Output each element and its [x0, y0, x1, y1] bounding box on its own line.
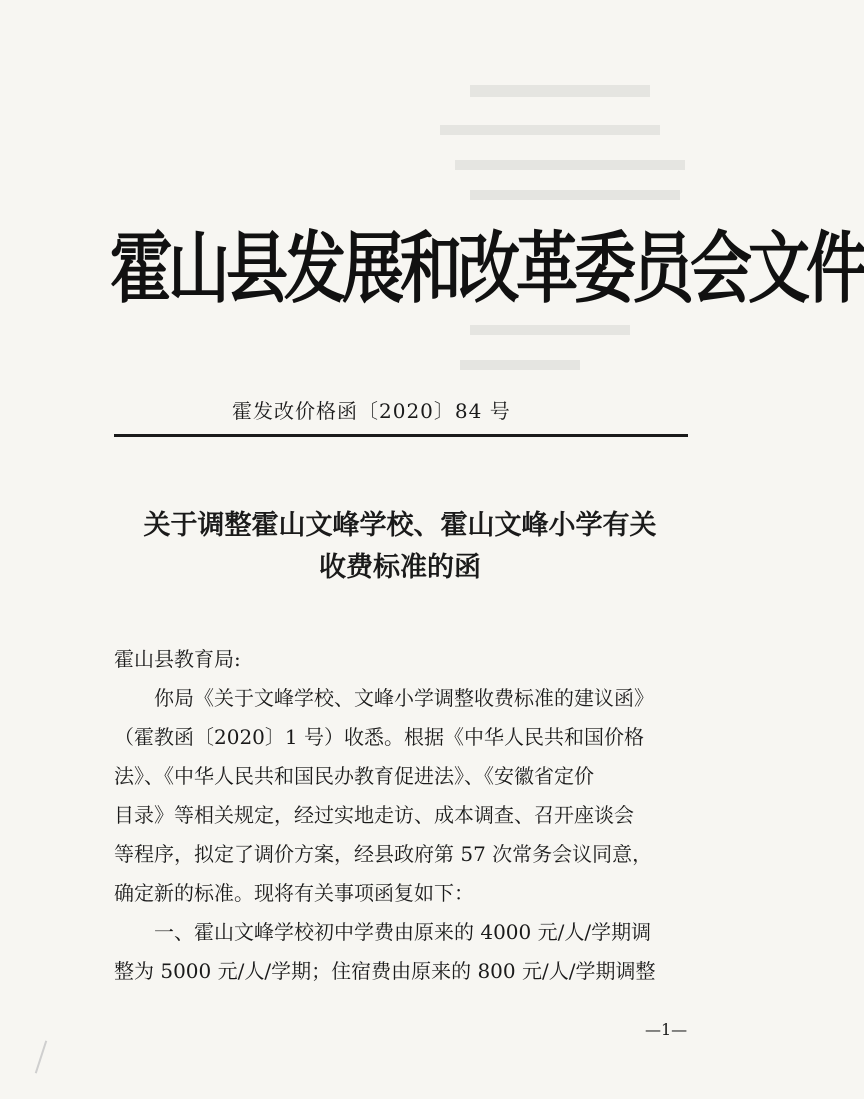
document-title — [110, 505, 690, 589]
body-line: 整为 5000 元/人/学期；住宿费由原来的 800 元/人/学期调整 — [114, 959, 656, 983]
title-line-2: 收费标准的函 — [319, 552, 481, 583]
body-line: 你局《关于文峰学校、文峰小学调整收费标准的建议函》 — [154, 686, 654, 710]
page-number: —1— — [645, 1020, 688, 1039]
header-divider — [114, 434, 688, 437]
document-body — [114, 640, 694, 991]
body-line: 确定新的标准。现将有关事项函复如下： — [114, 881, 474, 905]
scan-mark — [35, 1041, 47, 1074]
body-line: 目录》等相关规定，经过实地走访、成本调查、召开座谈会 — [114, 803, 634, 827]
body-line: 一、霍山文峰学校初中学费由原来的 4000 元/人/学期调 — [154, 920, 652, 944]
title-line-1: 关于调整霍山文峰学校、霍山文峰小学有关 — [143, 510, 657, 541]
body-line: 等程序，拟定了调价方案，经县政府第 57 次常务会议同意， — [114, 842, 653, 866]
body-line: 法》、《中华人民共和国民办教育促进法》、《安徽省定价 — [114, 764, 594, 788]
recipient: 霍山县教育局: — [114, 647, 241, 671]
document-number: 霍发改价格函〔2020〕84 号 — [232, 399, 511, 423]
body-line: （霍教函〔2020〕1 号）收悉。根据《中华人民共和国价格 — [114, 725, 644, 749]
issuing-authority-header: 霍山县发展和改革委员会文件 — [110, 222, 864, 314]
